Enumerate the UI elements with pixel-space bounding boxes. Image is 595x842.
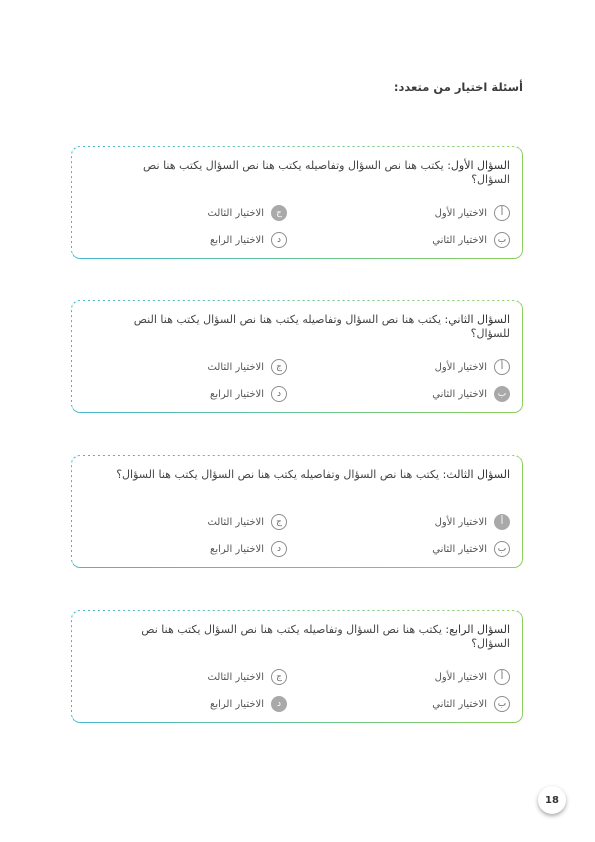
option-label: الاختيار الرابع xyxy=(210,388,264,400)
question-label: السؤال الثاني: xyxy=(444,313,510,326)
question-card-3 xyxy=(71,455,523,568)
option-label: الاختيار الثاني xyxy=(432,388,487,400)
question-body: يكتب هنا نص السؤال وتفاصيله يكتب هنا نص السؤال يكتب هنا نص السؤال؟ xyxy=(141,623,510,650)
option-radio[interactable]: أ xyxy=(494,359,510,375)
option-radio-selected[interactable]: ب xyxy=(494,386,510,402)
option-label: الاختيار الرابع xyxy=(210,543,264,555)
question-body: يكتب هنا نص السؤال وتفاصيله يكتب هنا نص السؤال يكتب هنا نص السؤال؟ xyxy=(143,159,510,186)
option-radio[interactable]: ب xyxy=(494,541,510,557)
option-radio[interactable]: أ xyxy=(494,205,510,221)
option-b[interactable] xyxy=(432,541,510,557)
option-radio-selected[interactable]: د xyxy=(271,696,287,712)
page-number: 18 xyxy=(538,786,566,814)
option-d[interactable] xyxy=(210,386,287,402)
option-d[interactable] xyxy=(210,696,287,712)
option-radio[interactable]: ج xyxy=(271,669,287,685)
question-body: يكتب هنا نص السؤال وتفاصيله يكتب هنا نص السؤال يكتب هنا السؤال؟ xyxy=(116,468,440,481)
option-radio-selected[interactable]: ج xyxy=(271,205,287,221)
option-label: الاختيار الرابع xyxy=(210,234,264,246)
option-radio-selected[interactable]: أ xyxy=(494,514,510,530)
option-radio[interactable]: ب xyxy=(494,696,510,712)
option-d[interactable] xyxy=(210,541,287,557)
option-label: الاختيار الثاني xyxy=(432,698,487,710)
option-radio[interactable]: ج xyxy=(271,514,287,530)
option-c[interactable] xyxy=(207,359,287,375)
option-radio[interactable]: د xyxy=(271,541,287,557)
question-text-1 xyxy=(110,159,510,187)
option-label: الاختيار الأول xyxy=(434,207,487,219)
option-radio[interactable]: ب xyxy=(494,232,510,248)
option-a[interactable] xyxy=(435,514,510,530)
option-label: الاختيار الثالث xyxy=(207,516,264,528)
option-label: الاختيار الثالث xyxy=(207,361,264,373)
option-label: الاختيار الرابع xyxy=(210,698,264,710)
option-a[interactable] xyxy=(435,359,510,375)
option-c[interactable] xyxy=(207,205,287,221)
option-label: الاختيار الأول xyxy=(434,671,487,683)
question-body: يكتب هنا نص السؤال وتفاصيله يكتب هنا نص السؤال يكتب هنا النص للسؤال؟ xyxy=(133,313,510,340)
option-c[interactable] xyxy=(207,669,287,685)
option-b[interactable] xyxy=(432,232,510,248)
option-c[interactable] xyxy=(207,514,287,530)
question-text-2 xyxy=(110,313,510,341)
question-text-3 xyxy=(110,468,510,482)
option-b[interactable] xyxy=(432,696,510,712)
question-card-1 xyxy=(71,146,523,259)
option-radio[interactable]: د xyxy=(271,386,287,402)
option-label: الاختيار الأول xyxy=(434,361,487,373)
question-card-2 xyxy=(71,300,523,413)
option-label: الاختيار الثاني xyxy=(432,543,487,555)
option-radio[interactable]: د xyxy=(271,232,287,248)
option-label: الاختيار الثالث xyxy=(207,207,264,219)
question-label: السؤال الرابع: xyxy=(445,623,510,636)
question-text-4 xyxy=(110,623,510,651)
option-a[interactable] xyxy=(435,669,510,685)
option-label: الاختيار الثاني xyxy=(432,234,487,246)
option-label: الاختيار الثالث xyxy=(207,671,264,683)
option-label: الاختيار الأول xyxy=(434,516,487,528)
option-radio[interactable]: أ xyxy=(494,669,510,685)
question-card-4 xyxy=(71,610,523,723)
option-d[interactable] xyxy=(210,232,287,248)
question-label: السؤال الثالث: xyxy=(442,468,510,481)
option-a[interactable] xyxy=(435,205,510,221)
question-label: السؤال الأول: xyxy=(447,159,510,172)
option-radio[interactable]: ج xyxy=(271,359,287,375)
option-b[interactable] xyxy=(432,386,510,402)
section-title: أسئلة اختيار من متعدد: xyxy=(393,80,523,94)
